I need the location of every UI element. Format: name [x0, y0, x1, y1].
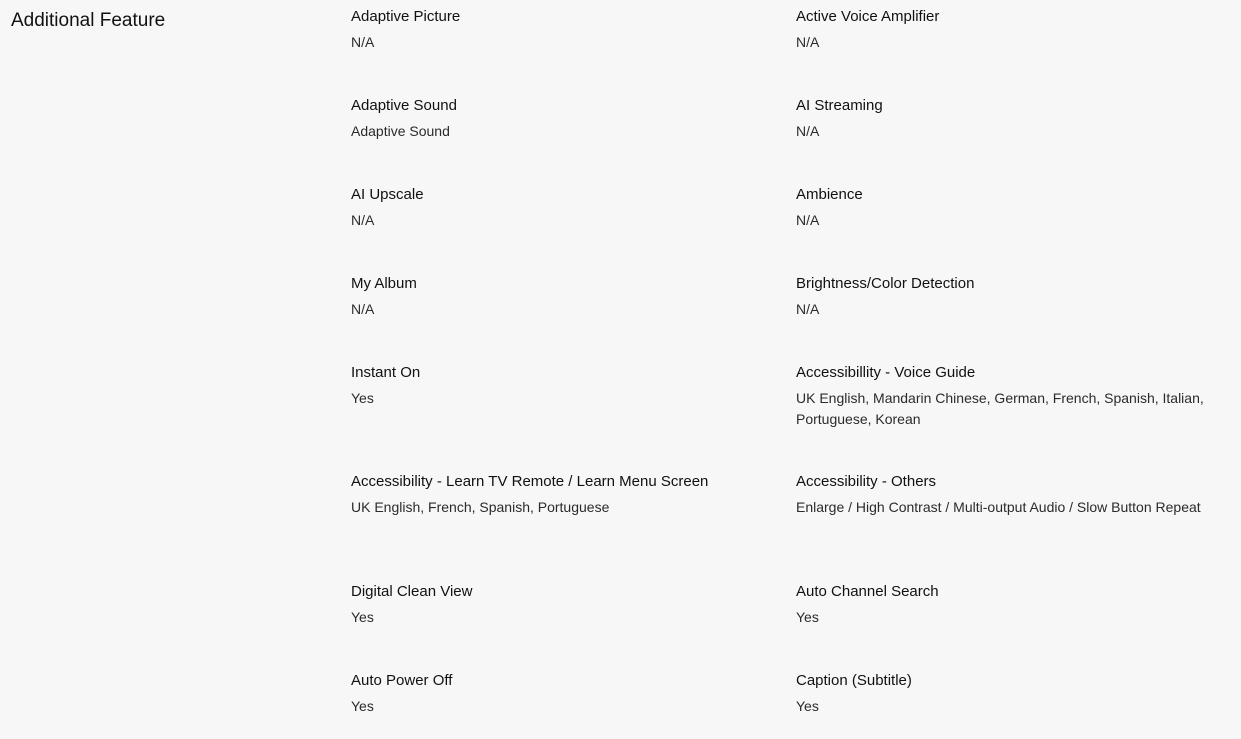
spec-item-accessibility-learn-tv-remote: [351, 473, 771, 518]
section-title: Additional Feature: [11, 10, 166, 31]
spec-label: Accessibility - Learn TV Remote / Learn Menu Screen: [351, 473, 709, 490]
spec-item-digital-clean-view: [351, 583, 771, 628]
spec-item-caption-subtitle: [796, 672, 1211, 717]
spec-item-auto-power-off: [351, 672, 771, 717]
spec-label: Auto Channel Search: [796, 583, 939, 600]
spec-label: Accessibillity - Voice Guide: [796, 364, 976, 381]
spec-value: Adaptive Sound: [351, 123, 450, 139]
spec-item-brightness-color-detection: [796, 275, 1211, 320]
spec-item-ai-streaming: [796, 97, 1211, 142]
spec-item-ambience: [796, 186, 1211, 231]
spec-value: N/A: [351, 34, 375, 50]
spec-item-ai-upscale: [351, 186, 771, 231]
spec-label: Digital Clean View: [351, 583, 473, 600]
spec-value: N/A: [351, 301, 375, 317]
spec-item-auto-channel-search: [796, 583, 1211, 628]
spec-label: Adaptive Picture: [351, 8, 461, 25]
spec-value: Yes: [351, 609, 374, 625]
spec-value: N/A: [796, 212, 820, 228]
spec-label: Ambience: [796, 186, 863, 203]
spec-label: Brightness/Color Detection: [796, 275, 975, 292]
spec-value: UK English, French, Spanish, Portuguese: [351, 499, 610, 515]
spec-item-my-album: [351, 275, 771, 320]
spec-value: N/A: [796, 301, 820, 317]
spec-value: Yes: [351, 390, 374, 406]
spec-value: Yes: [796, 698, 819, 714]
spec-item-active-voice-amplifier: [796, 8, 1211, 53]
spec-value: N/A: [351, 212, 375, 228]
spec-item-accessibility-voice-guide: [796, 364, 1211, 430]
spec-value: Yes: [351, 698, 374, 714]
spec-label: Caption (Subtitle): [796, 672, 912, 689]
spec-label: Adaptive Sound: [351, 97, 457, 114]
spec-label: Accessibility - Others: [796, 473, 937, 490]
spec-label: Auto Power Off: [351, 672, 453, 689]
spec-value: N/A: [796, 34, 820, 50]
spec-value: N/A: [796, 123, 820, 139]
spec-value: Yes: [796, 609, 819, 625]
spec-label: Instant On: [351, 364, 421, 381]
spec-label: AI Streaming: [796, 97, 883, 114]
spec-value: UK English, Mandarin Chinese, German, French, Spanish, Italian, Portuguese, Korean: [796, 390, 1204, 427]
spec-item-adaptive-sound: [351, 97, 771, 142]
spec-item-accessibility-others: [796, 473, 1211, 518]
spec-item-instant-on: [351, 364, 771, 409]
spec-label: AI Upscale: [351, 186, 424, 203]
spec-label: Active Voice Amplifier: [796, 8, 940, 25]
spec-value: Enlarge / High Contrast / Multi-output Audio / Slow Button Repeat: [796, 499, 1201, 515]
spec-item-adaptive-picture: [351, 8, 771, 53]
spec-label: My Album: [351, 275, 417, 292]
